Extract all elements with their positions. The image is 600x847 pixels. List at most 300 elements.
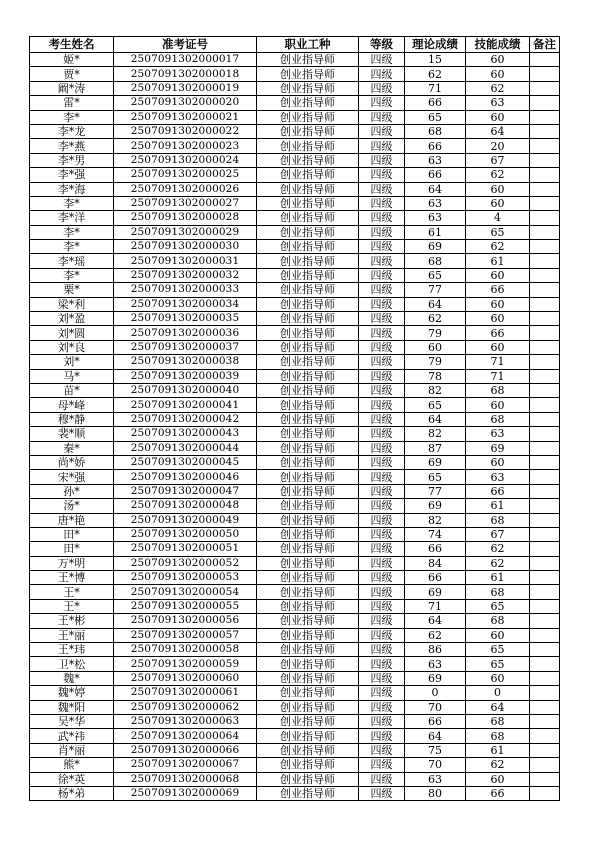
cell-occupation: 创业指导师 xyxy=(257,743,359,757)
table-row xyxy=(30,398,560,412)
cell-skill-score: 62 xyxy=(466,556,530,570)
table-row xyxy=(30,67,560,81)
cell-occupation: 创业指导师 xyxy=(257,527,359,541)
cell-candidate-name: 梁*利 xyxy=(30,297,114,311)
cell-occupation: 创业指导师 xyxy=(257,772,359,786)
cell-level: 四级 xyxy=(359,225,405,239)
cell-remarks xyxy=(530,369,560,383)
cell-level: 四级 xyxy=(359,53,405,67)
table-row xyxy=(30,729,560,743)
table-row xyxy=(30,139,560,153)
cell-skill-score: 61 xyxy=(466,743,530,757)
table-row xyxy=(30,312,560,326)
cell-exam-id: 2507091302000054 xyxy=(114,585,257,599)
cell-level: 四级 xyxy=(359,499,405,513)
cell-candidate-name: 姬* xyxy=(30,53,114,67)
table-row xyxy=(30,571,560,585)
cell-theory-score: 61 xyxy=(405,225,466,239)
cell-candidate-name: 王* xyxy=(30,585,114,599)
cell-remarks xyxy=(530,484,560,498)
cell-occupation: 创业指导师 xyxy=(257,383,359,397)
table-body xyxy=(30,53,560,801)
cell-exam-id: 2507091302000028 xyxy=(114,211,257,225)
cell-theory-score: 0 xyxy=(405,686,466,700)
cell-remarks xyxy=(530,628,560,642)
cell-exam-id: 2507091302000024 xyxy=(114,153,257,167)
cell-remarks xyxy=(530,268,560,282)
cell-remarks xyxy=(530,412,560,426)
cell-occupation: 创业指导师 xyxy=(257,657,359,671)
cell-candidate-name: 李*海 xyxy=(30,182,114,196)
cell-theory-score: 66 xyxy=(405,168,466,182)
cell-theory-score: 69 xyxy=(405,585,466,599)
cell-occupation: 创业指导师 xyxy=(257,758,359,772)
cell-theory-score: 82 xyxy=(405,427,466,441)
cell-theory-score: 71 xyxy=(405,599,466,613)
cell-skill-score: 20 xyxy=(466,139,530,153)
cell-exam-id: 2507091302000059 xyxy=(114,657,257,671)
cell-candidate-name: 王*玮 xyxy=(30,643,114,657)
cell-level: 四级 xyxy=(359,182,405,196)
cell-skill-score: 63 xyxy=(466,427,530,441)
cell-candidate-name: 武*祎 xyxy=(30,729,114,743)
cell-exam-id: 2507091302000038 xyxy=(114,355,257,369)
cell-exam-id: 2507091302000063 xyxy=(114,714,257,728)
cell-remarks xyxy=(530,182,560,196)
cell-exam-id: 2507091302000033 xyxy=(114,283,257,297)
cell-exam-id: 2507091302000056 xyxy=(114,614,257,628)
table-row xyxy=(30,585,560,599)
table-row xyxy=(30,383,560,397)
cell-skill-score: 60 xyxy=(466,312,530,326)
cell-candidate-name: 尚*娇 xyxy=(30,455,114,469)
cell-level: 四级 xyxy=(359,599,405,613)
cell-occupation: 创业指导师 xyxy=(257,182,359,196)
cell-candidate-name: 阚*涛 xyxy=(30,81,114,95)
cell-candidate-name: 魏*阳 xyxy=(30,700,114,714)
cell-skill-score: 60 xyxy=(466,182,530,196)
cell-remarks xyxy=(530,614,560,628)
cell-exam-id: 2507091302000045 xyxy=(114,455,257,469)
cell-theory-score: 71 xyxy=(405,81,466,95)
cell-skill-score: 66 xyxy=(466,786,530,800)
table-row xyxy=(30,786,560,800)
cell-remarks xyxy=(530,53,560,67)
cell-remarks xyxy=(530,499,560,513)
cell-occupation: 创业指导师 xyxy=(257,700,359,714)
cell-occupation: 创业指导师 xyxy=(257,81,359,95)
cell-occupation: 创业指导师 xyxy=(257,369,359,383)
cell-level: 四级 xyxy=(359,326,405,340)
col-header-level: 等级 xyxy=(359,37,405,53)
cell-exam-id: 2507091302000039 xyxy=(114,369,257,383)
table-row xyxy=(30,455,560,469)
cell-remarks xyxy=(530,427,560,441)
table-row xyxy=(30,542,560,556)
cell-candidate-name: 徐*英 xyxy=(30,772,114,786)
cell-candidate-name: 李*龙 xyxy=(30,124,114,138)
cell-skill-score: 60 xyxy=(466,398,530,412)
cell-occupation: 创业指导师 xyxy=(257,211,359,225)
table-row xyxy=(30,196,560,210)
cell-remarks xyxy=(530,585,560,599)
cell-theory-score: 64 xyxy=(405,729,466,743)
cell-theory-score: 66 xyxy=(405,139,466,153)
cell-level: 四级 xyxy=(359,254,405,268)
cell-level: 四级 xyxy=(359,455,405,469)
cell-theory-score: 62 xyxy=(405,67,466,81)
cell-skill-score: 68 xyxy=(466,513,530,527)
cell-level: 四级 xyxy=(359,96,405,110)
cell-skill-score: 60 xyxy=(466,268,530,282)
cell-occupation: 创业指导师 xyxy=(257,427,359,441)
table-row xyxy=(30,686,560,700)
cell-remarks xyxy=(530,786,560,800)
cell-occupation: 创业指导师 xyxy=(257,110,359,124)
cell-level: 四级 xyxy=(359,585,405,599)
cell-skill-score: 71 xyxy=(466,369,530,383)
cell-exam-id: 2507091302000025 xyxy=(114,168,257,182)
cell-level: 四级 xyxy=(359,211,405,225)
cell-remarks xyxy=(530,340,560,354)
cell-skill-score: 71 xyxy=(466,355,530,369)
cell-remarks xyxy=(530,455,560,469)
cell-occupation: 创业指导师 xyxy=(257,585,359,599)
table-row xyxy=(30,283,560,297)
cell-skill-score: 61 xyxy=(466,571,530,585)
cell-candidate-name: 孙* xyxy=(30,484,114,498)
table-row xyxy=(30,427,560,441)
table-row xyxy=(30,758,560,772)
cell-candidate-name: 王*博 xyxy=(30,571,114,585)
cell-level: 四级 xyxy=(359,657,405,671)
cell-candidate-name: 卫*松 xyxy=(30,657,114,671)
cell-occupation: 创业指导师 xyxy=(257,240,359,254)
cell-occupation: 创业指导师 xyxy=(257,67,359,81)
header-row xyxy=(30,37,560,53)
cell-level: 四级 xyxy=(359,168,405,182)
table-row xyxy=(30,470,560,484)
cell-occupation: 创业指导师 xyxy=(257,470,359,484)
cell-theory-score: 63 xyxy=(405,196,466,210)
cell-occupation: 创业指导师 xyxy=(257,96,359,110)
cell-level: 四级 xyxy=(359,398,405,412)
cell-theory-score: 63 xyxy=(405,153,466,167)
cell-candidate-name: 李*强 xyxy=(30,168,114,182)
cell-theory-score: 66 xyxy=(405,714,466,728)
col-header-skill-score: 技能成绩 xyxy=(466,37,530,53)
cell-remarks xyxy=(530,283,560,297)
cell-candidate-name: 魏*婷 xyxy=(30,686,114,700)
cell-candidate-name: 刘*良 xyxy=(30,340,114,354)
table-row xyxy=(30,297,560,311)
cell-occupation: 创业指导师 xyxy=(257,168,359,182)
cell-remarks xyxy=(530,67,560,81)
cell-theory-score: 62 xyxy=(405,628,466,642)
cell-candidate-name: 苗* xyxy=(30,383,114,397)
cell-skill-score: 63 xyxy=(466,96,530,110)
table-row xyxy=(30,168,560,182)
cell-skill-score: 60 xyxy=(466,110,530,124)
cell-candidate-name: 刘*圆 xyxy=(30,326,114,340)
cell-theory-score: 65 xyxy=(405,470,466,484)
cell-skill-score: 66 xyxy=(466,283,530,297)
cell-candidate-name: 熊* xyxy=(30,758,114,772)
cell-exam-id: 2507091302000031 xyxy=(114,254,257,268)
cell-skill-score: 60 xyxy=(466,772,530,786)
cell-exam-id: 2507091302000019 xyxy=(114,81,257,95)
table-row xyxy=(30,412,560,426)
cell-skill-score: 62 xyxy=(466,81,530,95)
cell-remarks xyxy=(530,254,560,268)
cell-theory-score: 65 xyxy=(405,398,466,412)
cell-occupation: 创业指导师 xyxy=(257,571,359,585)
table-row xyxy=(30,110,560,124)
table-row xyxy=(30,527,560,541)
cell-skill-score: 68 xyxy=(466,614,530,628)
cell-exam-id: 2507091302000052 xyxy=(114,556,257,570)
cell-occupation: 创业指导师 xyxy=(257,196,359,210)
cell-theory-score: 62 xyxy=(405,312,466,326)
cell-theory-score: 77 xyxy=(405,283,466,297)
cell-level: 四级 xyxy=(359,196,405,210)
cell-candidate-name: 肖*丽 xyxy=(30,743,114,757)
cell-candidate-name: 裴*顺 xyxy=(30,427,114,441)
cell-candidate-name: 李* xyxy=(30,110,114,124)
cell-candidate-name: 李*男 xyxy=(30,153,114,167)
cell-remarks xyxy=(530,758,560,772)
cell-exam-id: 2507091302000057 xyxy=(114,628,257,642)
cell-level: 四级 xyxy=(359,355,405,369)
cell-exam-id: 2507091302000030 xyxy=(114,240,257,254)
cell-remarks xyxy=(530,398,560,412)
cell-level: 四级 xyxy=(359,81,405,95)
table-row xyxy=(30,53,560,67)
cell-occupation: 创业指导师 xyxy=(257,599,359,613)
cell-level: 四级 xyxy=(359,67,405,81)
score-sheet xyxy=(29,36,559,801)
cell-occupation: 创业指导师 xyxy=(257,340,359,354)
cell-exam-id: 2507091302000022 xyxy=(114,124,257,138)
cell-exam-id: 2507091302000049 xyxy=(114,513,257,527)
cell-theory-score: 60 xyxy=(405,340,466,354)
cell-skill-score: 66 xyxy=(466,484,530,498)
cell-candidate-name: 宋*强 xyxy=(30,470,114,484)
cell-occupation: 创业指导师 xyxy=(257,153,359,167)
table-row xyxy=(30,153,560,167)
cell-remarks xyxy=(530,326,560,340)
cell-occupation: 创业指导师 xyxy=(257,686,359,700)
cell-theory-score: 15 xyxy=(405,53,466,67)
cell-level: 四级 xyxy=(359,110,405,124)
cell-skill-score: 63 xyxy=(466,470,530,484)
cell-candidate-name: 刘* xyxy=(30,355,114,369)
table-row xyxy=(30,340,560,354)
cell-candidate-name: 李*燕 xyxy=(30,139,114,153)
table-row xyxy=(30,355,560,369)
cell-skill-score: 60 xyxy=(466,340,530,354)
cell-skill-score: 65 xyxy=(466,643,530,657)
cell-remarks xyxy=(530,124,560,138)
cell-level: 四级 xyxy=(359,729,405,743)
cell-skill-score: 65 xyxy=(466,599,530,613)
cell-theory-score: 78 xyxy=(405,369,466,383)
cell-skill-score: 60 xyxy=(466,628,530,642)
cell-theory-score: 68 xyxy=(405,254,466,268)
table-row xyxy=(30,369,560,383)
cell-exam-id: 2507091302000026 xyxy=(114,182,257,196)
cell-theory-score: 63 xyxy=(405,211,466,225)
cell-candidate-name: 万*明 xyxy=(30,556,114,570)
cell-theory-score: 69 xyxy=(405,499,466,513)
cell-skill-score: 60 xyxy=(466,53,530,67)
cell-exam-id: 2507091302000041 xyxy=(114,398,257,412)
cell-exam-id: 2507091302000050 xyxy=(114,527,257,541)
cell-remarks xyxy=(530,441,560,455)
cell-exam-id: 2507091302000023 xyxy=(114,139,257,153)
cell-theory-score: 69 xyxy=(405,671,466,685)
cell-level: 四级 xyxy=(359,556,405,570)
cell-candidate-name: 王* xyxy=(30,599,114,613)
cell-exam-id: 2507091302000042 xyxy=(114,412,257,426)
cell-remarks xyxy=(530,542,560,556)
cell-skill-score: 61 xyxy=(466,499,530,513)
cell-occupation: 创业指导师 xyxy=(257,268,359,282)
col-header-theory-score: 理论成绩 xyxy=(405,37,466,53)
cell-occupation: 创业指导师 xyxy=(257,139,359,153)
cell-level: 四级 xyxy=(359,643,405,657)
cell-skill-score: 62 xyxy=(466,168,530,182)
cell-occupation: 创业指导师 xyxy=(257,499,359,513)
cell-remarks xyxy=(530,211,560,225)
cell-remarks xyxy=(530,599,560,613)
cell-skill-score: 4 xyxy=(466,211,530,225)
table-row xyxy=(30,225,560,239)
table-row xyxy=(30,556,560,570)
cell-theory-score: 79 xyxy=(405,326,466,340)
cell-occupation: 创业指导师 xyxy=(257,714,359,728)
cell-remarks xyxy=(530,556,560,570)
cell-occupation: 创业指导师 xyxy=(257,124,359,138)
cell-level: 四级 xyxy=(359,283,405,297)
cell-occupation: 创业指导师 xyxy=(257,484,359,498)
cell-skill-score: 60 xyxy=(466,297,530,311)
col-header-remarks: 备注 xyxy=(530,37,560,53)
cell-candidate-name: 李* xyxy=(30,225,114,239)
table-row xyxy=(30,484,560,498)
cell-remarks xyxy=(530,714,560,728)
cell-skill-score: 67 xyxy=(466,527,530,541)
cell-exam-id: 2507091302000037 xyxy=(114,340,257,354)
table-row xyxy=(30,96,560,110)
cell-remarks xyxy=(530,470,560,484)
cell-remarks xyxy=(530,240,560,254)
table-row xyxy=(30,614,560,628)
cell-skill-score: 65 xyxy=(466,657,530,671)
cell-remarks xyxy=(530,153,560,167)
cell-occupation: 创业指导师 xyxy=(257,513,359,527)
table-row xyxy=(30,743,560,757)
cell-level: 四级 xyxy=(359,484,405,498)
cell-exam-id: 2507091302000021 xyxy=(114,110,257,124)
cell-candidate-name: 汤* xyxy=(30,499,114,513)
cell-skill-score: 61 xyxy=(466,254,530,268)
cell-remarks xyxy=(530,671,560,685)
cell-level: 四级 xyxy=(359,470,405,484)
cell-theory-score: 64 xyxy=(405,182,466,196)
cell-theory-score: 87 xyxy=(405,441,466,455)
cell-exam-id: 2507091302000040 xyxy=(114,383,257,397)
col-header-name: 考生姓名 xyxy=(30,37,114,53)
cell-skill-score: 65 xyxy=(466,225,530,239)
cell-exam-id: 2507091302000036 xyxy=(114,326,257,340)
cell-occupation: 创业指导师 xyxy=(257,614,359,628)
cell-candidate-name: 魏* xyxy=(30,671,114,685)
cell-remarks xyxy=(530,312,560,326)
cell-level: 四级 xyxy=(359,743,405,757)
cell-candidate-name: 穆*静 xyxy=(30,412,114,426)
table-row xyxy=(30,124,560,138)
table-row xyxy=(30,599,560,613)
cell-exam-id: 2507091302000017 xyxy=(114,53,257,67)
cell-theory-score: 66 xyxy=(405,96,466,110)
cell-candidate-name: 贾* xyxy=(30,67,114,81)
cell-exam-id: 2507091302000044 xyxy=(114,441,257,455)
cell-level: 四级 xyxy=(359,383,405,397)
table-row xyxy=(30,657,560,671)
cell-remarks xyxy=(530,729,560,743)
cell-occupation: 创业指导师 xyxy=(257,643,359,657)
cell-exam-id: 2507091302000061 xyxy=(114,686,257,700)
cell-exam-id: 2507091302000053 xyxy=(114,571,257,585)
cell-skill-score: 64 xyxy=(466,700,530,714)
cell-exam-id: 2507091302000027 xyxy=(114,196,257,210)
cell-candidate-name: 刘*盈 xyxy=(30,312,114,326)
cell-remarks xyxy=(530,657,560,671)
cell-skill-score: 62 xyxy=(466,758,530,772)
cell-skill-score: 68 xyxy=(466,383,530,397)
cell-level: 四级 xyxy=(359,297,405,311)
table-row xyxy=(30,714,560,728)
cell-candidate-name: 杨*弟 xyxy=(30,786,114,800)
cell-skill-score: 69 xyxy=(466,441,530,455)
cell-skill-score: 68 xyxy=(466,412,530,426)
cell-level: 四级 xyxy=(359,124,405,138)
cell-occupation: 创业指导师 xyxy=(257,671,359,685)
cell-exam-id: 2507091302000034 xyxy=(114,297,257,311)
cell-occupation: 创业指导师 xyxy=(257,412,359,426)
cell-exam-id: 2507091302000062 xyxy=(114,700,257,714)
cell-exam-id: 2507091302000032 xyxy=(114,268,257,282)
cell-occupation: 创业指导师 xyxy=(257,542,359,556)
cell-candidate-name: 吴*华 xyxy=(30,714,114,728)
cell-candidate-name: 雷* xyxy=(30,96,114,110)
cell-remarks xyxy=(530,700,560,714)
cell-remarks xyxy=(530,96,560,110)
cell-level: 四级 xyxy=(359,527,405,541)
table-row xyxy=(30,81,560,95)
cell-occupation: 创业指导师 xyxy=(257,786,359,800)
cell-skill-score: 68 xyxy=(466,714,530,728)
cell-occupation: 创业指导师 xyxy=(257,326,359,340)
cell-remarks xyxy=(530,168,560,182)
cell-occupation: 创业指导师 xyxy=(257,283,359,297)
cell-theory-score: 84 xyxy=(405,556,466,570)
cell-occupation: 创业指导师 xyxy=(257,53,359,67)
cell-candidate-name: 田* xyxy=(30,527,114,541)
cell-skill-score: 60 xyxy=(466,671,530,685)
cell-level: 四级 xyxy=(359,513,405,527)
